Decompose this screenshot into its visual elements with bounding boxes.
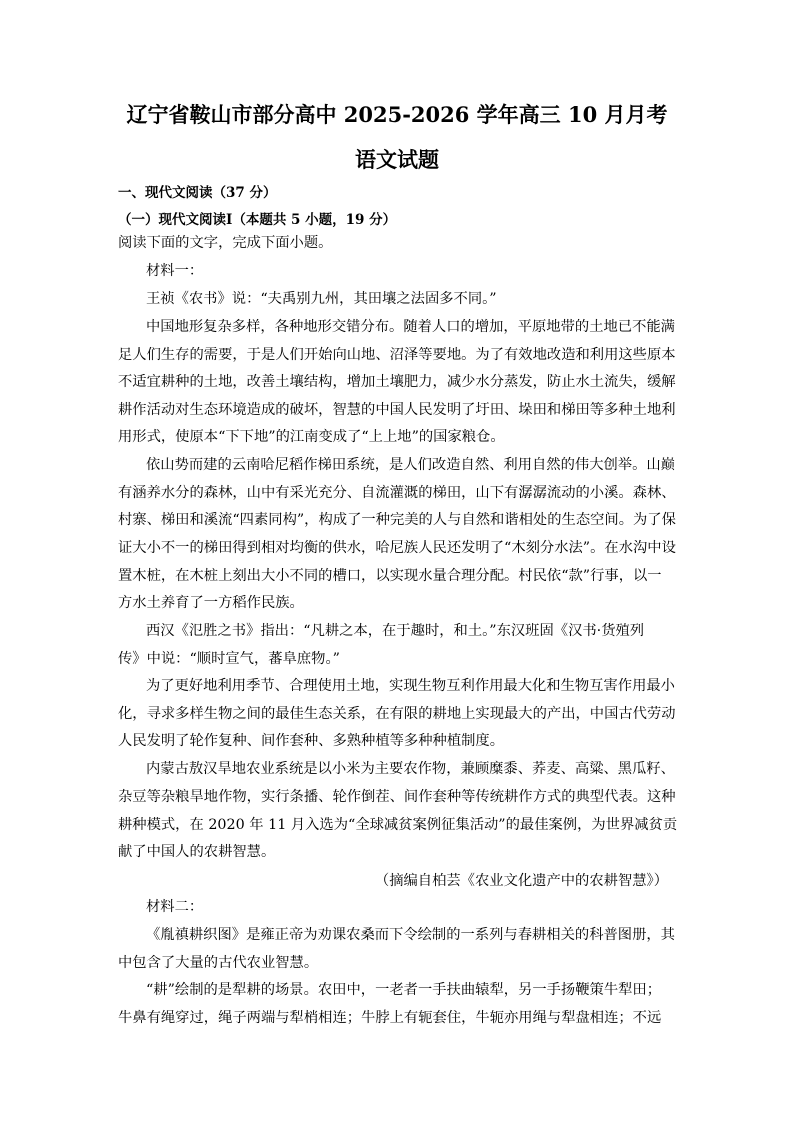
- subsection-heading: （一）现代文阅读Ⅰ（本题共 5 小题，19 分）: [118, 212, 397, 228]
- paragraph-line: 中国地形复杂多样，各种地形交错分布。随着人口的增加，平原地带的土地已不能满: [146, 319, 675, 335]
- paragraph-line: 传》中说：“顺时宣气，蕃阜庶物。”: [118, 651, 340, 667]
- paragraph-line: 不适宜耕种的土地，改善土壤结构，增加土壤肥力，减少水分蒸发，防止水土流失，缓解: [118, 374, 676, 390]
- instruction-text: 阅读下面的文字，完成下面小题。: [118, 235, 333, 251]
- paragraph-line: 依山势而建的云南哈尼稻作梯田系统，是人们改造自然、利用自然的伟大创举。山巅: [146, 457, 675, 473]
- material-label: 材料一：: [146, 263, 204, 279]
- paragraph-line: 村寨、梯田和溪流“四素同构”，构成了一种完美的人与自然和谐相处的生态空间。为了保: [118, 512, 676, 528]
- paragraph-line: 中包含了大量的古代农业智慧。: [118, 955, 319, 971]
- paragraph-line: 杂豆等杂粮旱地作物，实行条播、轮作倒茬、间作套种等传统耕作方式的典型代表。这种: [118, 789, 676, 805]
- paragraph-line: 耕作活动对生态环境造成的破坏，智慧的中国人民发明了圩田、垛田和梯田等多种土地利: [118, 402, 676, 418]
- material-label: 材料二：: [146, 899, 204, 915]
- paragraph-line: 置木桩，在木桩上刻出大小不同的槽口，以实现水量合理分配。村民依“款”行事，以一: [118, 568, 662, 584]
- source-citation: （摘编自柏芸《农业文化遗产中的农耕智慧》）: [374, 873, 668, 889]
- paragraph-line: 人民发明了轮作复种、间作套种、多熟种植等多种种植制度。: [118, 733, 505, 749]
- paragraph-line: 足人们生存的需要，于是人们开始向山地、沼泽等要地。为了有效地改造和利用这些原本: [118, 347, 676, 363]
- paragraph-line: 方水土养育了一方稻作民族。: [118, 595, 304, 611]
- paragraph-line: 耕种模式，在 2020 年 11 月入选为“全球减贫案例征集活动”的最佳案例，为世界减贫贡: [118, 817, 678, 833]
- paragraph-line: “耕”绘制的是犁耕的场景。农田中，一老者一手扶曲辕犁，另一手扬鞭策牛犁田；: [146, 982, 662, 998]
- paragraph-line: 献了中国人的农耕智慧。: [118, 844, 276, 860]
- document-title: 辽宁省鞍山市部分高中 2025-2026 学年高三 10 月月考: [126, 102, 668, 127]
- paragraph-line: 证大小不一的梯田得到相对均衡的供水，哈尼族人民还发明了“木刻分水法”。在水沟中设: [118, 540, 676, 556]
- paragraph-line: 为了更好地利用季节、合理使用土地，实现生物互利作用最大化和生物互害作用最小: [146, 678, 675, 694]
- paragraph-line: 用形式，使原本“下下地”的江南变成了“上上地”的国家粮仓。: [118, 429, 505, 445]
- paragraph-line: 牛鼻有绳穿过，绳子两端与犁梢相连；牛脖上有轭套住，牛轭亦用绳与犁盘相连；不远: [118, 1010, 662, 1026]
- paragraph-line: 内蒙古敖汉旱地农业系统是以小米为主要农作物，兼顾糜黍、荞麦、高粱、黑瓜籽、: [146, 761, 675, 777]
- paragraph-line: 化，寻求多样生物之间的最佳生态关系，在有限的耕地上实现最大的产出，中国古代劳动: [118, 706, 676, 722]
- paragraph-line: 有涵养水分的森林，山中有采光充分、自流灌溉的梯田，山下有潺潺流动的小溪。森林、: [118, 485, 676, 501]
- document-subtitle: 语文试题: [355, 147, 439, 172]
- paragraph-line: 《胤禛耕织图》是雍正帝为劝课农桑而下令绘制的一系列与春耕相关的科普图册，其: [146, 927, 675, 943]
- paragraph-line: 西汉《氾胜之书》指出：“凡耕之本，在于趣时，和土。”东汉班固《汉书·货殖列: [146, 623, 645, 639]
- paragraph-line: 王祯《农书》说：“夫禹别九州，其田壤之法固多不同。”: [146, 291, 497, 307]
- section-heading: 一、现代文阅读（37 分）: [118, 185, 277, 201]
